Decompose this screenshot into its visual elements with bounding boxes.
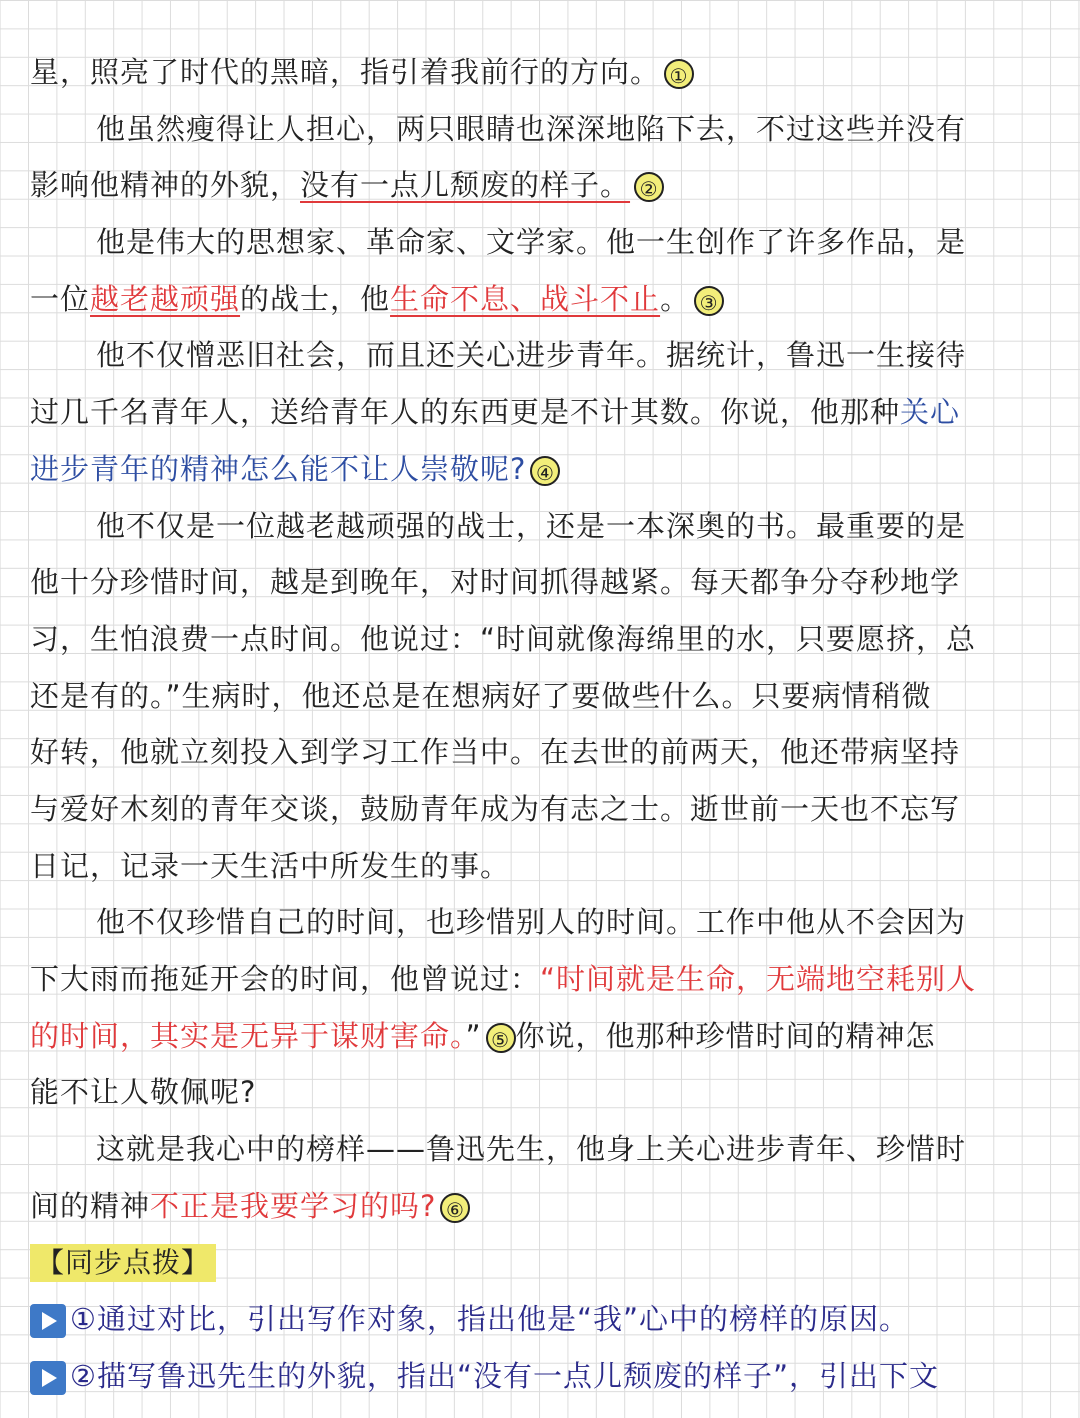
text: 。 bbox=[660, 281, 691, 316]
text-line bbox=[30, 498, 1050, 555]
marker-3: ③ bbox=[694, 286, 724, 316]
section-header bbox=[30, 1234, 1050, 1291]
text-line bbox=[30, 781, 1050, 838]
marker-4: ④ bbox=[530, 456, 560, 486]
marker-1: ① bbox=[664, 59, 694, 89]
text-line bbox=[30, 101, 1050, 158]
text-line bbox=[30, 44, 1050, 101]
text: 一位 bbox=[30, 281, 91, 316]
highlight-blue-text: 进步青年的精神怎么能不让人崇敬呢? bbox=[30, 451, 527, 486]
text: 他不仅憎恶旧社会，而且还关心进步青年。据统计，鲁迅一生接待 bbox=[96, 338, 967, 373]
text-line bbox=[30, 384, 1050, 441]
text-line bbox=[30, 668, 1050, 725]
text: 影响他精神的外貌， bbox=[30, 168, 301, 203]
text: 与爱好木刻的青年交谈，鼓励青年成为有志之士。逝世前一天也不忘写 bbox=[30, 791, 961, 826]
note-text: ①通过对比，引出写作对象，指出他是“我”心中的榜样的原因。 bbox=[70, 1302, 910, 1337]
text-line bbox=[30, 611, 1050, 668]
text: 你说，他那种珍惜时间的精神怎 bbox=[515, 1018, 936, 1053]
text-line bbox=[30, 1121, 1050, 1178]
text: 他十分珍惜时间，越是到晚年，对时间抓得越紧。每天都争分夺秒地学 bbox=[30, 565, 961, 600]
text-line bbox=[30, 838, 1050, 895]
highlight-red-text: 不正是我要学习的吗? bbox=[150, 1188, 437, 1223]
text: 日记，记录一天生活中所发生的事。 bbox=[30, 848, 511, 883]
text: 他不仅珍惜自己的时间，也珍惜别人的时间。工作中他从不会因为 bbox=[96, 905, 967, 940]
marker-2: ② bbox=[634, 172, 664, 202]
text-line bbox=[30, 157, 1050, 214]
text-line bbox=[30, 441, 1050, 498]
text: 他是伟大的思想家、革命家、文学家。他一生创作了许多作品，是 bbox=[96, 225, 967, 260]
essay-page bbox=[30, 44, 1050, 1405]
text-line bbox=[30, 894, 1050, 951]
text: 能不让人敬佩呢? bbox=[30, 1075, 257, 1110]
note-line bbox=[30, 1291, 1050, 1348]
text: 星，照亮了时代的黑暗，指引着我前行的方向。 bbox=[30, 55, 661, 89]
text: 还是有的。”生病时，他还总是在想病好了要做些什么。只要病情稍微 bbox=[30, 678, 932, 713]
note-text: ②描写鲁迅先生的外貌，指出“没有一点儿颓废的样子”，引出下文 bbox=[70, 1358, 940, 1393]
text-line bbox=[30, 327, 1050, 384]
marker-5: ⑤ bbox=[486, 1023, 516, 1053]
text: 习，生怕浪费一点时间。他说过：“时间就像海绵里的水，只要愿挤，总 bbox=[30, 621, 977, 656]
text: 间的精神 bbox=[30, 1188, 151, 1223]
text-line bbox=[30, 214, 1050, 271]
text-line bbox=[30, 1064, 1050, 1121]
highlight-blue-text: 关心 bbox=[900, 395, 961, 430]
text-line bbox=[30, 1178, 1050, 1235]
highlight-red-text: 的时间，其实是无异于谋财害命。 bbox=[30, 1018, 466, 1053]
text-line bbox=[30, 951, 1050, 1008]
text: 过几千名青年人，送给青年人的东西更是不计其数。你说，他那种 bbox=[30, 395, 901, 430]
underlined-text: 没有一点儿颓废的样子。 bbox=[300, 168, 631, 203]
text-line bbox=[30, 554, 1050, 611]
note-line bbox=[30, 1348, 1050, 1405]
text: 他虽然瘦得让人担心，两只眼睛也深深地陷下去，不过这些并没有 bbox=[96, 111, 967, 146]
text: 的战士，他 bbox=[240, 281, 391, 316]
text: 下大雨而拖延开会的时间，他曾说过： bbox=[30, 962, 541, 996]
text-line bbox=[30, 724, 1050, 781]
highlight-red-text: 生命不息、战斗不止 bbox=[390, 281, 661, 316]
text: 好转，他就立刻投入到学习工作当中。在去世的前两天，他还带病坚持 bbox=[30, 735, 961, 770]
section-title: 【同步点拨】 bbox=[30, 1244, 216, 1282]
play-icon bbox=[30, 1361, 66, 1395]
text: ” bbox=[465, 1018, 482, 1053]
highlight-red-text: “时间就是生命，无端地空耗别人 bbox=[540, 962, 977, 996]
text-line bbox=[30, 271, 1050, 328]
text: 这就是我心中的榜样——鲁迅先生，他身上关心进步青年、珍惜时 bbox=[96, 1132, 967, 1167]
play-icon bbox=[30, 1304, 66, 1338]
highlight-red-text: 越老越顽强 bbox=[90, 281, 241, 316]
text-line bbox=[30, 1008, 1050, 1065]
text: 他不仅是一位越老越顽强的战士，还是一本深奥的书。最重要的是 bbox=[96, 508, 967, 543]
marker-6: ⑥ bbox=[440, 1193, 470, 1223]
